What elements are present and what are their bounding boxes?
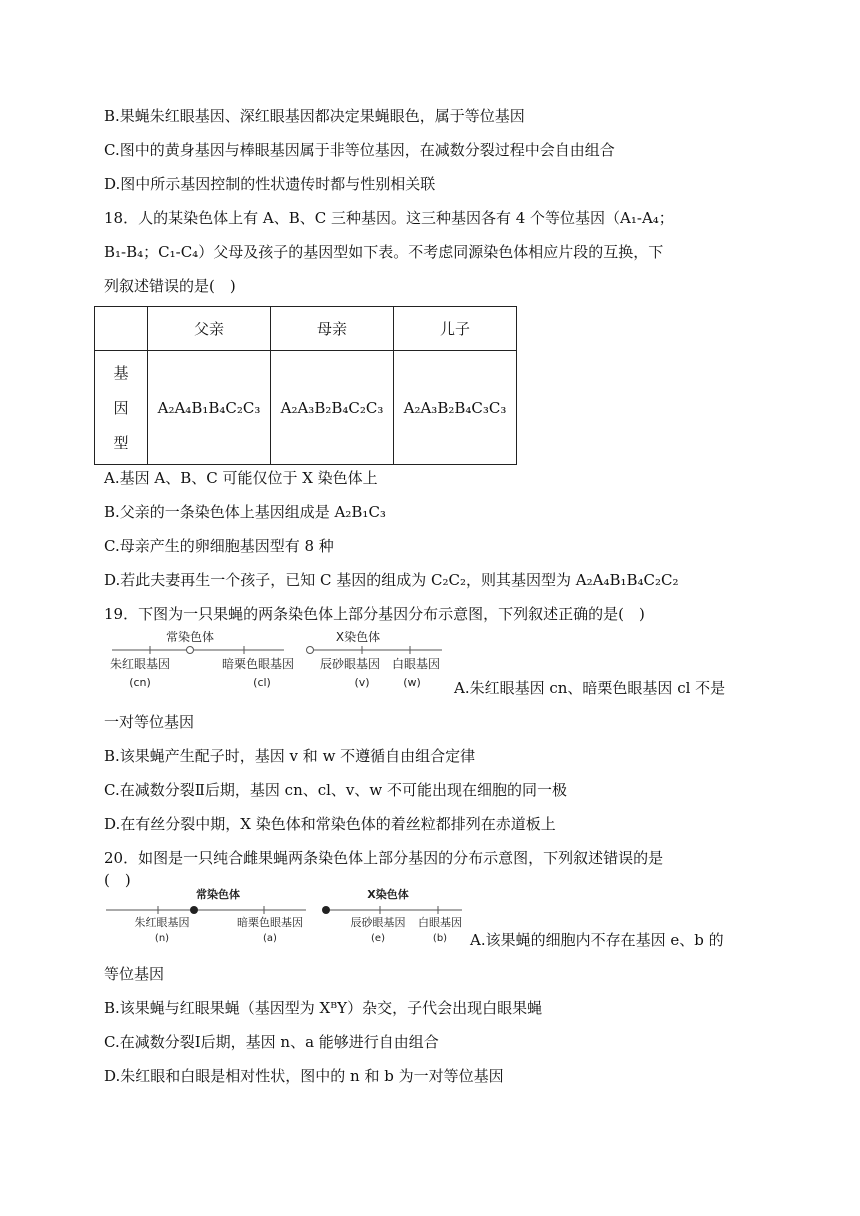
gene-name: 暗栗色眼基因 <box>237 916 303 929</box>
table-header-mother: 母亲 <box>271 307 394 351</box>
autosome-label: 常染色体 <box>196 888 240 901</box>
mother-genotype: A₂A₃B₂B₄C₂C₃ <box>271 351 394 465</box>
gene-symbol: (n) <box>154 933 170 944</box>
q20-stem-line2: ( ) <box>104 871 131 889</box>
x-centromere <box>307 647 314 654</box>
q19-option-c: C.在减数分裂Ⅱ后期，基因 cn、cl、v、w 不可能出现在细胞的同一极 <box>104 781 568 799</box>
gene-name: 辰砂眼基因 <box>319 657 381 671</box>
q20-chromosome-diagram <box>104 886 466 946</box>
gene-name: 暗栗色眼基因 <box>221 657 295 671</box>
q20-stem-line1: 20．如图是一只纯合雌果蝇两条染色体上部分基因的分布示意图，下列叙述错误的是 <box>104 849 664 867</box>
table-header-empty <box>95 307 148 351</box>
gene-symbol: (v) <box>354 676 370 689</box>
x-chromosome-label: X染色体 <box>367 888 409 901</box>
q20-option-c: C.在减数分裂Ⅰ后期，基因 n、a 能够进行自由组合 <box>104 1033 439 1051</box>
genotype-table <box>94 306 517 465</box>
row-label-char: 基 <box>113 364 129 382</box>
q18-stem-line3: 列叙述错误的是( ) <box>104 277 236 295</box>
q17-option-d: D.图中所示基因控制的性状遗传时都与性别相关联 <box>104 175 436 193</box>
q18-option-d: D.若此夫妻再生一个孩子，已知 C 基因的组成为 C₂C₂，则其基因型为 A₂A₄B₁B₄C₂C₂ <box>104 571 679 589</box>
table-header-father: 父亲 <box>148 307 271 351</box>
x-chromosome-label: X染色体 <box>335 630 381 644</box>
q18-option-b: B.父亲的一条染色体上基因组成是 A₂B₁C₃ <box>104 503 386 521</box>
q17-option-c: C.图中的黄身基因与棒眼基因属于非等位基因，在减数分裂过程中会自由组合 <box>104 141 615 159</box>
gene-name: 白眼基因 <box>391 657 441 671</box>
gene-symbol: (cn) <box>129 676 151 689</box>
q19-chromosome-diagram <box>104 628 454 692</box>
gene-symbol: (e) <box>371 933 385 944</box>
q19-option-a: A.朱红眼基因 cn、暗栗色眼基因 cl 不是 <box>454 679 726 697</box>
q18-stem-line1: 18．人的某染色体上有 A、B、C 三种基因。这三种基因各有 4 个等位基因（A₁-A₄； <box>104 209 674 227</box>
x-centromere <box>322 906 330 914</box>
q20-option-b: B.该果蝇与红眼果蝇（基因型为 XᴮY）杂交，子代会出现白眼果蝇 <box>104 999 543 1017</box>
q18-option-a: A.基因 A、B、C 可能仅位于 X 染色体上 <box>104 469 378 487</box>
autosome-centromere <box>190 906 198 914</box>
q19-option-d: D.在有丝分裂中期，X 染色体和常染色体的着丝粒都排列在赤道板上 <box>104 815 556 833</box>
gene-symbol: (a) <box>263 933 277 944</box>
table-header-son: 儿子 <box>394 307 517 351</box>
gene-symbol: (b) <box>432 933 448 944</box>
gene-name: 朱红眼基因 <box>134 916 190 929</box>
q17-option-b: B.果蝇朱红眼基因、深红眼基因都决定果蝇眼色，属于等位基因 <box>104 107 525 125</box>
gene-name: 辰砂眼基因 <box>350 916 406 929</box>
q20-option-a: A.该果蝇的细胞内不存在基因 e、b 的 <box>470 931 724 949</box>
q18-stem-line2: B₁-B₄；C₁-C₄）父母及孩子的基因型如下表。不考虑同源染色体相应片段的互换，下 <box>104 243 664 261</box>
q20-option-a-cont: 等位基因 <box>104 965 165 983</box>
q18-option-c: C.母亲产生的卵细胞基因型有 8 种 <box>104 537 334 555</box>
q20-option-d: D.朱红眼和白眼是相对性状，图中的 n 和 b 为一对等位基因 <box>104 1067 504 1085</box>
autosome-centromere <box>187 647 194 654</box>
son-genotype: A₂A₃B₂B₄C₃C₃ <box>394 351 517 465</box>
q19-option-b: B.该果蝇产生配子时，基因 v 和 w 不遵循自由组合定律 <box>104 747 476 765</box>
row-label-char: 因 <box>113 399 129 417</box>
gene-name: 朱红眼基因 <box>109 657 171 671</box>
gene-name: 白眼基因 <box>418 916 462 929</box>
q19-option-a-cont: 一对等位基因 <box>104 713 195 731</box>
row-label-char: 型 <box>113 434 129 452</box>
gene-symbol: (cl) <box>253 676 271 689</box>
autosome-label: 常染色体 <box>165 630 215 644</box>
father-genotype: A₂A₄B₁B₄C₂C₃ <box>148 351 271 465</box>
table-row-label <box>95 351 148 465</box>
q19-stem: 19．下图为一只果蝇的两条染色体上部分基因分布示意图，下列叙述正确的是( ) <box>104 605 645 623</box>
gene-symbol: (w) <box>403 676 421 689</box>
